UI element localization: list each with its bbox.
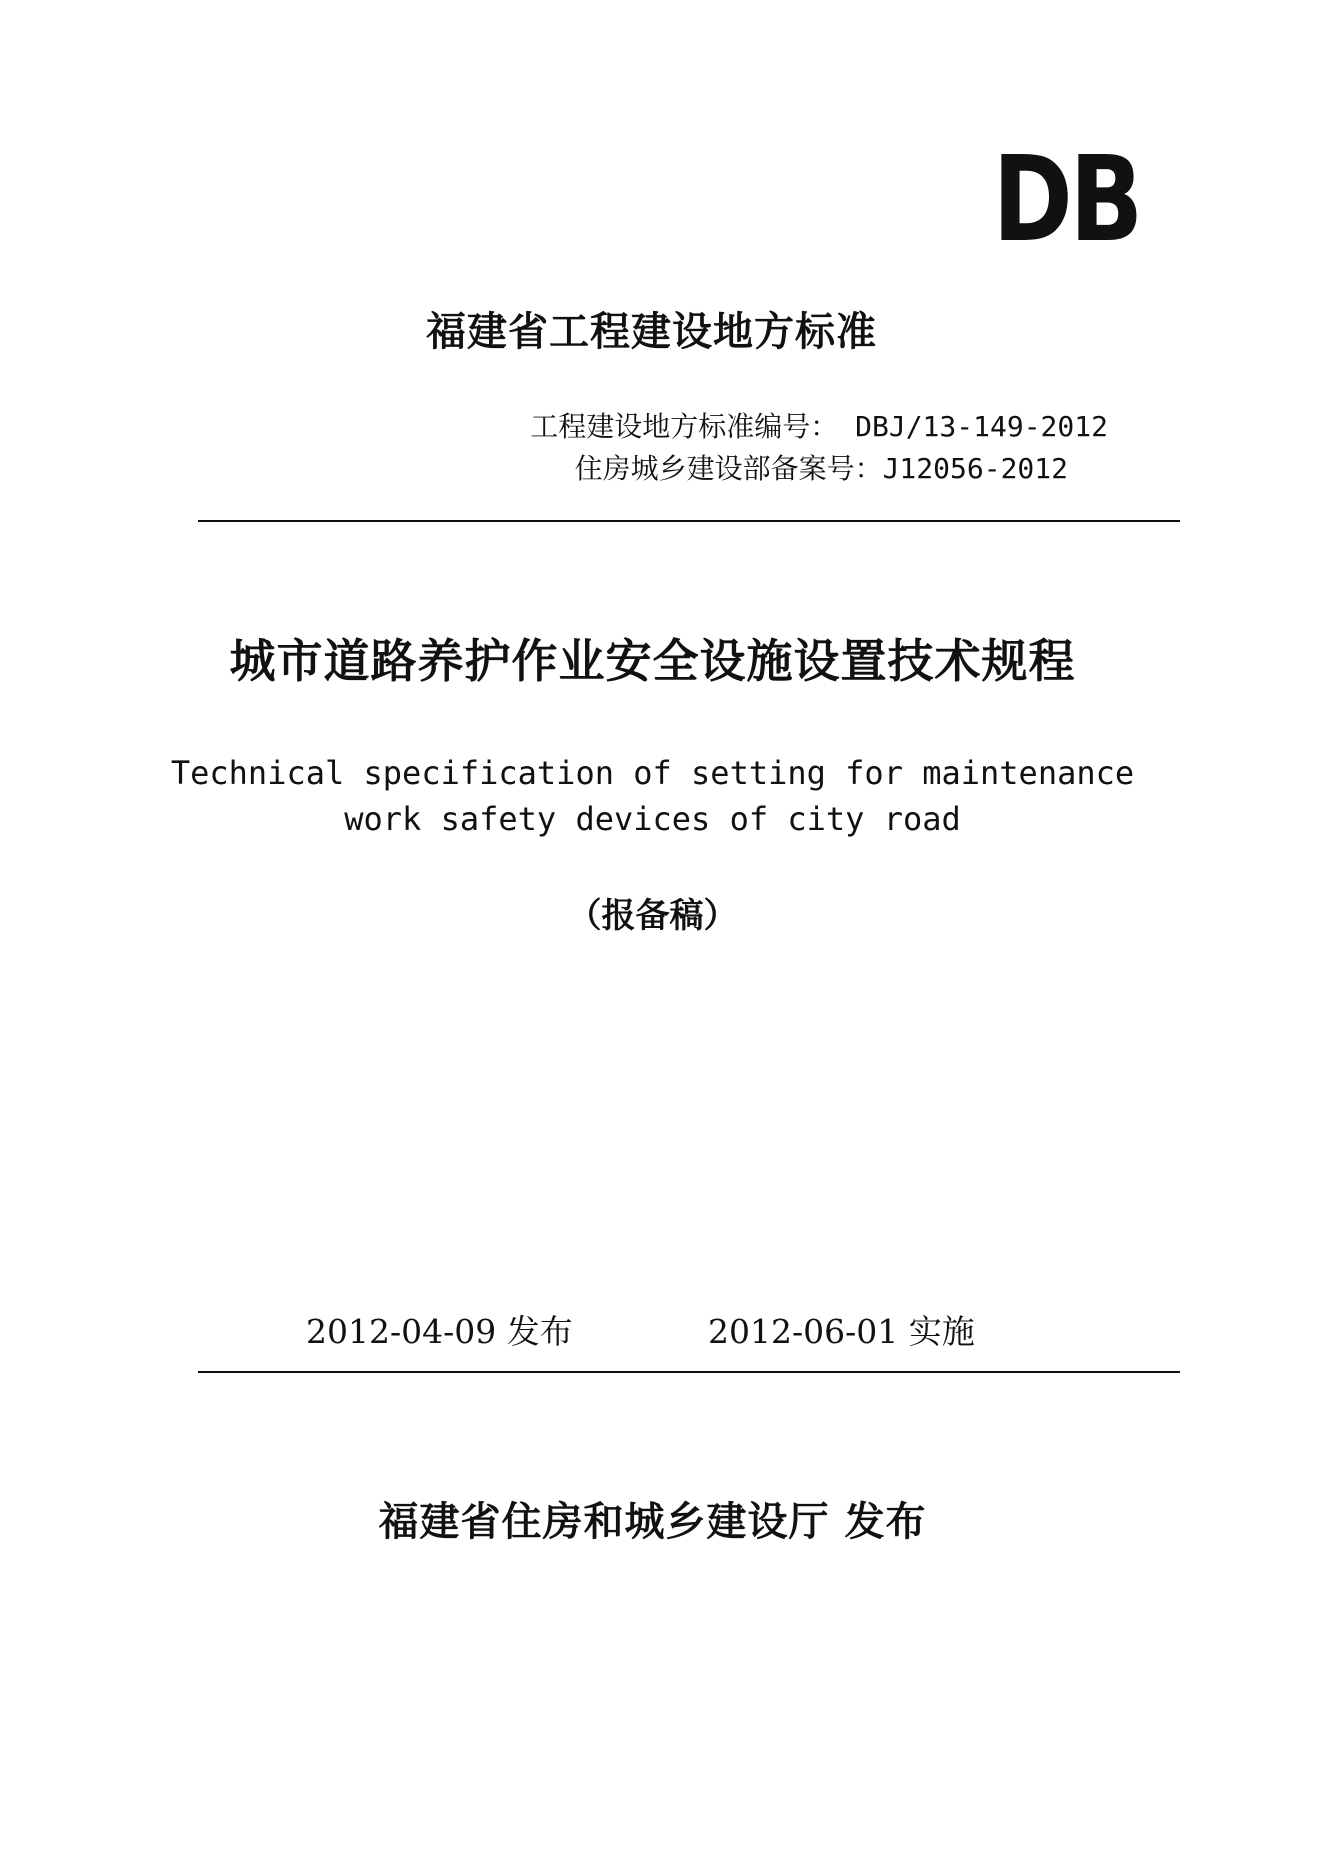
document-title: 城市道路养护作业安全设施设置技术规程 xyxy=(229,634,1076,688)
record-number: 住房城乡建设部备案号：J12056-2012 xyxy=(574,452,1068,485)
standard-number: 工程建设地方标准编号： DBJ/13-149-2012 xyxy=(530,410,1108,443)
publish-date: 2012-04-09 发布 xyxy=(306,1312,573,1351)
english-title-line-2: work safety devices of city road xyxy=(344,800,961,838)
top-divider xyxy=(198,520,1180,522)
db-logo: DB xyxy=(992,130,1140,268)
series-title: 福建省工程建设地方标准 xyxy=(426,309,877,355)
english-title-line-1: Technical specification of setting for maintenance xyxy=(170,754,1135,792)
issuer: 福建省住房和城乡建设厅 发布 xyxy=(378,1499,927,1545)
draft-status: （报备稿） xyxy=(567,896,738,936)
effective-date: 2012-06-01 实施 xyxy=(708,1312,975,1351)
bottom-divider xyxy=(198,1371,1180,1373)
